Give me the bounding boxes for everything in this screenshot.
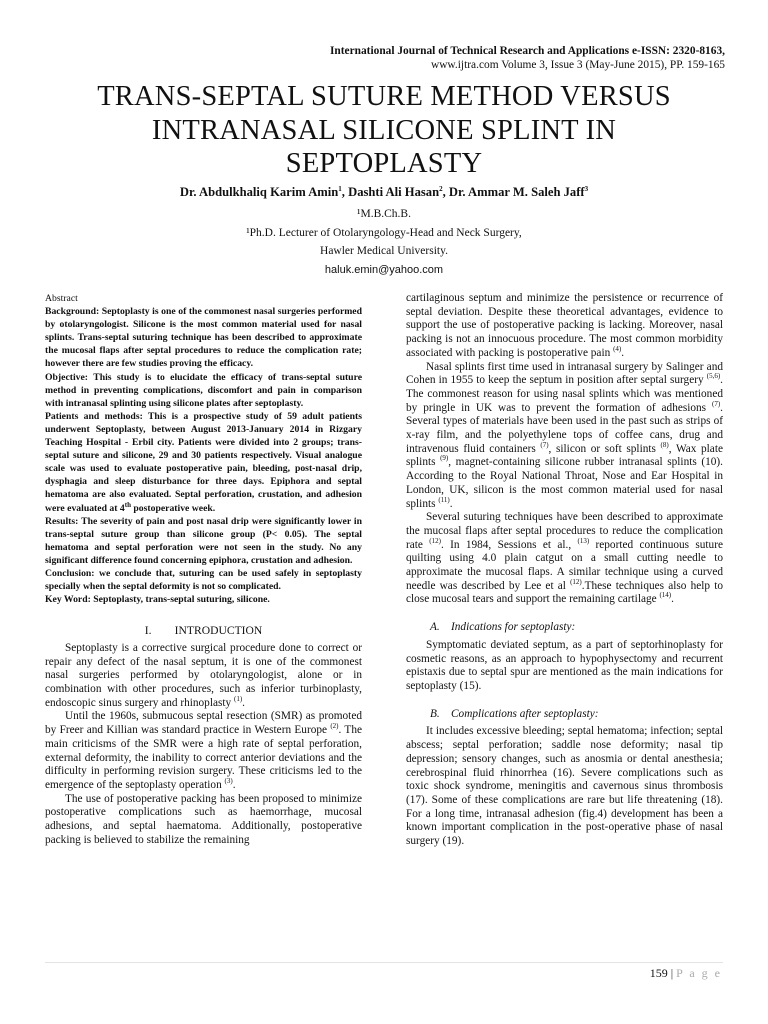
page-word: P a g e [676,966,722,980]
affiliations [40,205,728,279]
page-separator: | [667,966,677,980]
introduction-body [45,642,362,848]
right-p1-end: . [621,346,625,359]
author-2: , Dashti Ali Hasan [341,185,440,199]
author-3-mark: 3 [584,184,589,193]
right-p3-ref-2: (13) [577,536,590,545]
journal-name: International Journal of Technical Research and Applications [329,45,630,57]
author-email: haluk.emin@yahoo.com [324,263,444,276]
abstract [45,292,362,606]
subsection-indications-heading: A. Indications for septoplasty: [430,621,576,634]
right-paragraph-2 [406,361,723,512]
right-p1-text: cartilaginous septum and minimize the persistence or recurrence of septal deviation. Despite these theoretical advantages, evidence to support the use of postoperative packing is lacking. Moreover, nasal packing is not an innocuous procedure. The most common morbidity associated with packing is postoperative pain [406,292,723,359]
journal-header [330,44,725,72]
right-p3-text-a: Several suturing techniques have been described to approximate the mucosal flaps after septal procedures to reduce the complication rate [406,511,723,551]
page-number: 159 [649,966,668,980]
intro-p2-end: . [232,778,236,791]
right-p3-text-d: .These techniques also help to close mucosal tears and support the remaining cartilage [406,579,723,606]
indications-paragraph: Symptomatic deviated septum, as a part of septorhinoplasty for cosmetic reasons, as an approach to hypophysectomy and recurrent epistaxis due to septal spur are mentioned as the main indications for septoplasty (15). [406,638,723,692]
author-1: Dr. Abdulkhaliq Karim Amin [179,185,339,199]
author-1-mark: 1 [338,184,342,193]
right-p3-text-c: reported continuous suture quilting using 4.0 plain catgut on a small cutting needle to approximate the mucosal flaps. A similar technique using a curved needle was described by Lee et al [406,538,723,592]
paper-title [40,80,728,181]
journal-volume-line: www.ijtra.com Volume 3, Issue 3 (May-June 2015), PP. 159-165 [430,59,725,71]
right-column [406,292,723,849]
abstract-results: Results: The severity of pain and post nasal drip were significantly lower in trans-septal suture group than silicone group (P< 0.05). The septal hematoma and septal perforation were not seen in the study. No any significant difference found concerning epiphora, crustation and adhesion. [45,515,362,566]
left-column [45,292,362,848]
footer-divider [45,962,723,963]
journal-issn: e-ISSN: 2320-8163, [629,45,725,57]
right-p3-end: . [671,593,674,606]
right-paragraph-3 [406,511,723,607]
intro-p1-text: Septoplasty is a corrective surgical procedure done to correct or repair any defect of the nasal septum, it is one of the commonest nasal surgeries performed by otolaryngologist, alone or in combination with other procedures, such as inferior turbinoplasty, endoscopic sinus surgery and rhinoplasty [45,641,362,709]
right-p2-end: . [449,497,453,510]
right-p2-text-e: , Wax plate splints [406,442,723,469]
intro-paragraph-2 [45,710,362,792]
right-p2-text-d: , silicon or soft splints [548,442,661,455]
intro-paragraph-1 [45,642,362,711]
affiliation-institution: Hawler Medical University. [320,245,448,257]
right-p3-ref-1: (12) [429,536,441,545]
right-p1-ref: (4) [613,345,622,354]
intro-p1-ref: (1) [234,695,243,703]
right-p2-ref-2: (7) [712,399,721,408]
abstract-methods-sup: th [124,500,131,509]
intro-paragraph-3: The use of postoperative packing has been proposed to minimize postoperative complications such as haemorrhage, mucosal adhesions, and septal haematoma. Additionally, postoperative packing is believed to stabilize the remaining [45,792,362,846]
intro-p2-ref-2: (3) [224,777,233,786]
right-paragraph-1 [406,292,723,361]
abstract-background: Background: Septoplasty is one of the commonest nasal surgeries performed by otolaryngologist. Silicone is the most common material used for nasal splints. Trans-septal suturing technique has been described to approximate the mucosal flaps after septal procedures to reduce the complication rate; however there are few studies proving the efficacy. [45,306,362,370]
intro-p2-text-b: . The main criticisms of the SMR were a high rate of septal perforation, external deformity, the inability to correct anterior deviations and the difficulty in performing revision surgery. These criticisms led to the emergence of the septoplasty operation [45,724,362,791]
right-p2-ref-6: (11) [438,495,450,504]
right-p3-text-b: . In 1984, Sessions et al., [440,538,578,551]
affiliation-position: ¹Ph.D. Lecturer of Otolaryngology-Head and Neck Surgery, [246,226,522,239]
right-p2-ref-4: (8) [660,440,669,449]
intro-p1-end: . [242,696,245,709]
right-p2-text-c: . Several types of materials have been used in the past such as strips of x-ray film, and the polyethylene tops of coffee cans, drug and intravenous fluid containers [406,401,723,455]
author-2-mark: 2 [439,184,443,193]
abstract-methods [45,410,362,515]
journal-line-1 [330,44,725,58]
intro-p2-text: Until the 1960s, submucous septal resection (SMR) as promoted by Freer and Killian was standard practice in Western Europe [45,710,362,737]
author-list [40,185,728,200]
abstract-methods-text: Patients and methods: This is a prospective study of 59 adult patients underwent Septoplasty, between August 2013-January 2014 in Rizgary Teaching Hospital - Erbil city. Patients were divided into 2 groups; trans-septal suture and silicone, 29 and 30 patients respectively. Visual analogue scale was used to evaluate postoperative pain, bleeding, post-nasal drip, dysphagia and sleep disturbance for three days. Epiphora and septal hematoma are also evaluated. Septal perforation, crustation, and adhesion were evaluated at 4 [45,410,362,514]
complications-paragraph: It includes excessive bleeding; septal hematoma; infection; septal abscess; septal perforation; saddle nose deformity; nasal tip depression; sensory changes, such as anosmia or dental anesthesia; cerebrospinal fluid rhinorrhea (16). Severe complications such as toxic shock syndrome, meningitis and cavernous sinus thrombosis (17). Some of these complications are rare but life threatening (18). For a long time, intranasal adhesion (fig.4) development has been a known important complication in the post-operative phase of nasal surgery (19). [406,725,723,848]
intro-p2-ref: (2) [330,722,339,731]
page-footer [650,966,722,981]
abstract-objective: Objective: This study is to elucidate the efficacy of trans-septal suture method in preventing complications, discomfort and pain in comparison with intranasal splinting using silicone plates after septoplasty. [45,371,362,409]
author-3: , Dr. Ammar M. Saleh Jaff [442,185,585,199]
abstract-keywords: Key Word: Septoplasty, trans-septal suturing, silicone. [45,594,270,606]
right-p2-text-f: , magnet-containing silicone rubber intranasal splints (10). According to the Royal National Throat, Nose and Ear Hospital in London, UK, silicon is the most common material used for nasal splints [406,456,723,510]
abstract-label: Abstract [45,293,78,304]
title-line-2: INTRANASAL SILICONE SPLINT IN [151,114,617,146]
abstract-conclusion: Conclusion: we conclude that, suturing can be used safely in septoplasty specially when the septal deformity is not so complicated. [45,567,362,593]
affiliation-degree: ¹M.B.Ch.B. [357,208,411,220]
abstract-methods-end: postoperative week. [130,502,216,514]
title-line-3: SEPTOPLASTY [285,148,483,179]
right-p2-text-a: Nasal splints first time used in intranasal surgery by Salinger and Cohen in 1955 to keep the septum in position after septal surgery [406,360,723,387]
right-p3-ref-3: (12) [570,578,582,586]
right-p2-ref-3: (7) [540,440,549,449]
subsection-complications-heading: B. Complications after septoplasty: [430,707,599,720]
right-p2-ref-1: (5,6) [706,372,721,381]
title-line-1: TRANS-SEPTAL SUTURE METHOD VERSUS [97,81,671,112]
right-p3-ref-4: (14) [659,591,672,600]
right-p2-text-b: . The commonest reason for using nasal splints which was mentioned by pringle in UK was to prevent the formation of adhesions [406,374,723,414]
introduction-heading: I. INTRODUCTION [144,624,263,638]
right-p2-ref-5: (9) [440,454,449,463]
